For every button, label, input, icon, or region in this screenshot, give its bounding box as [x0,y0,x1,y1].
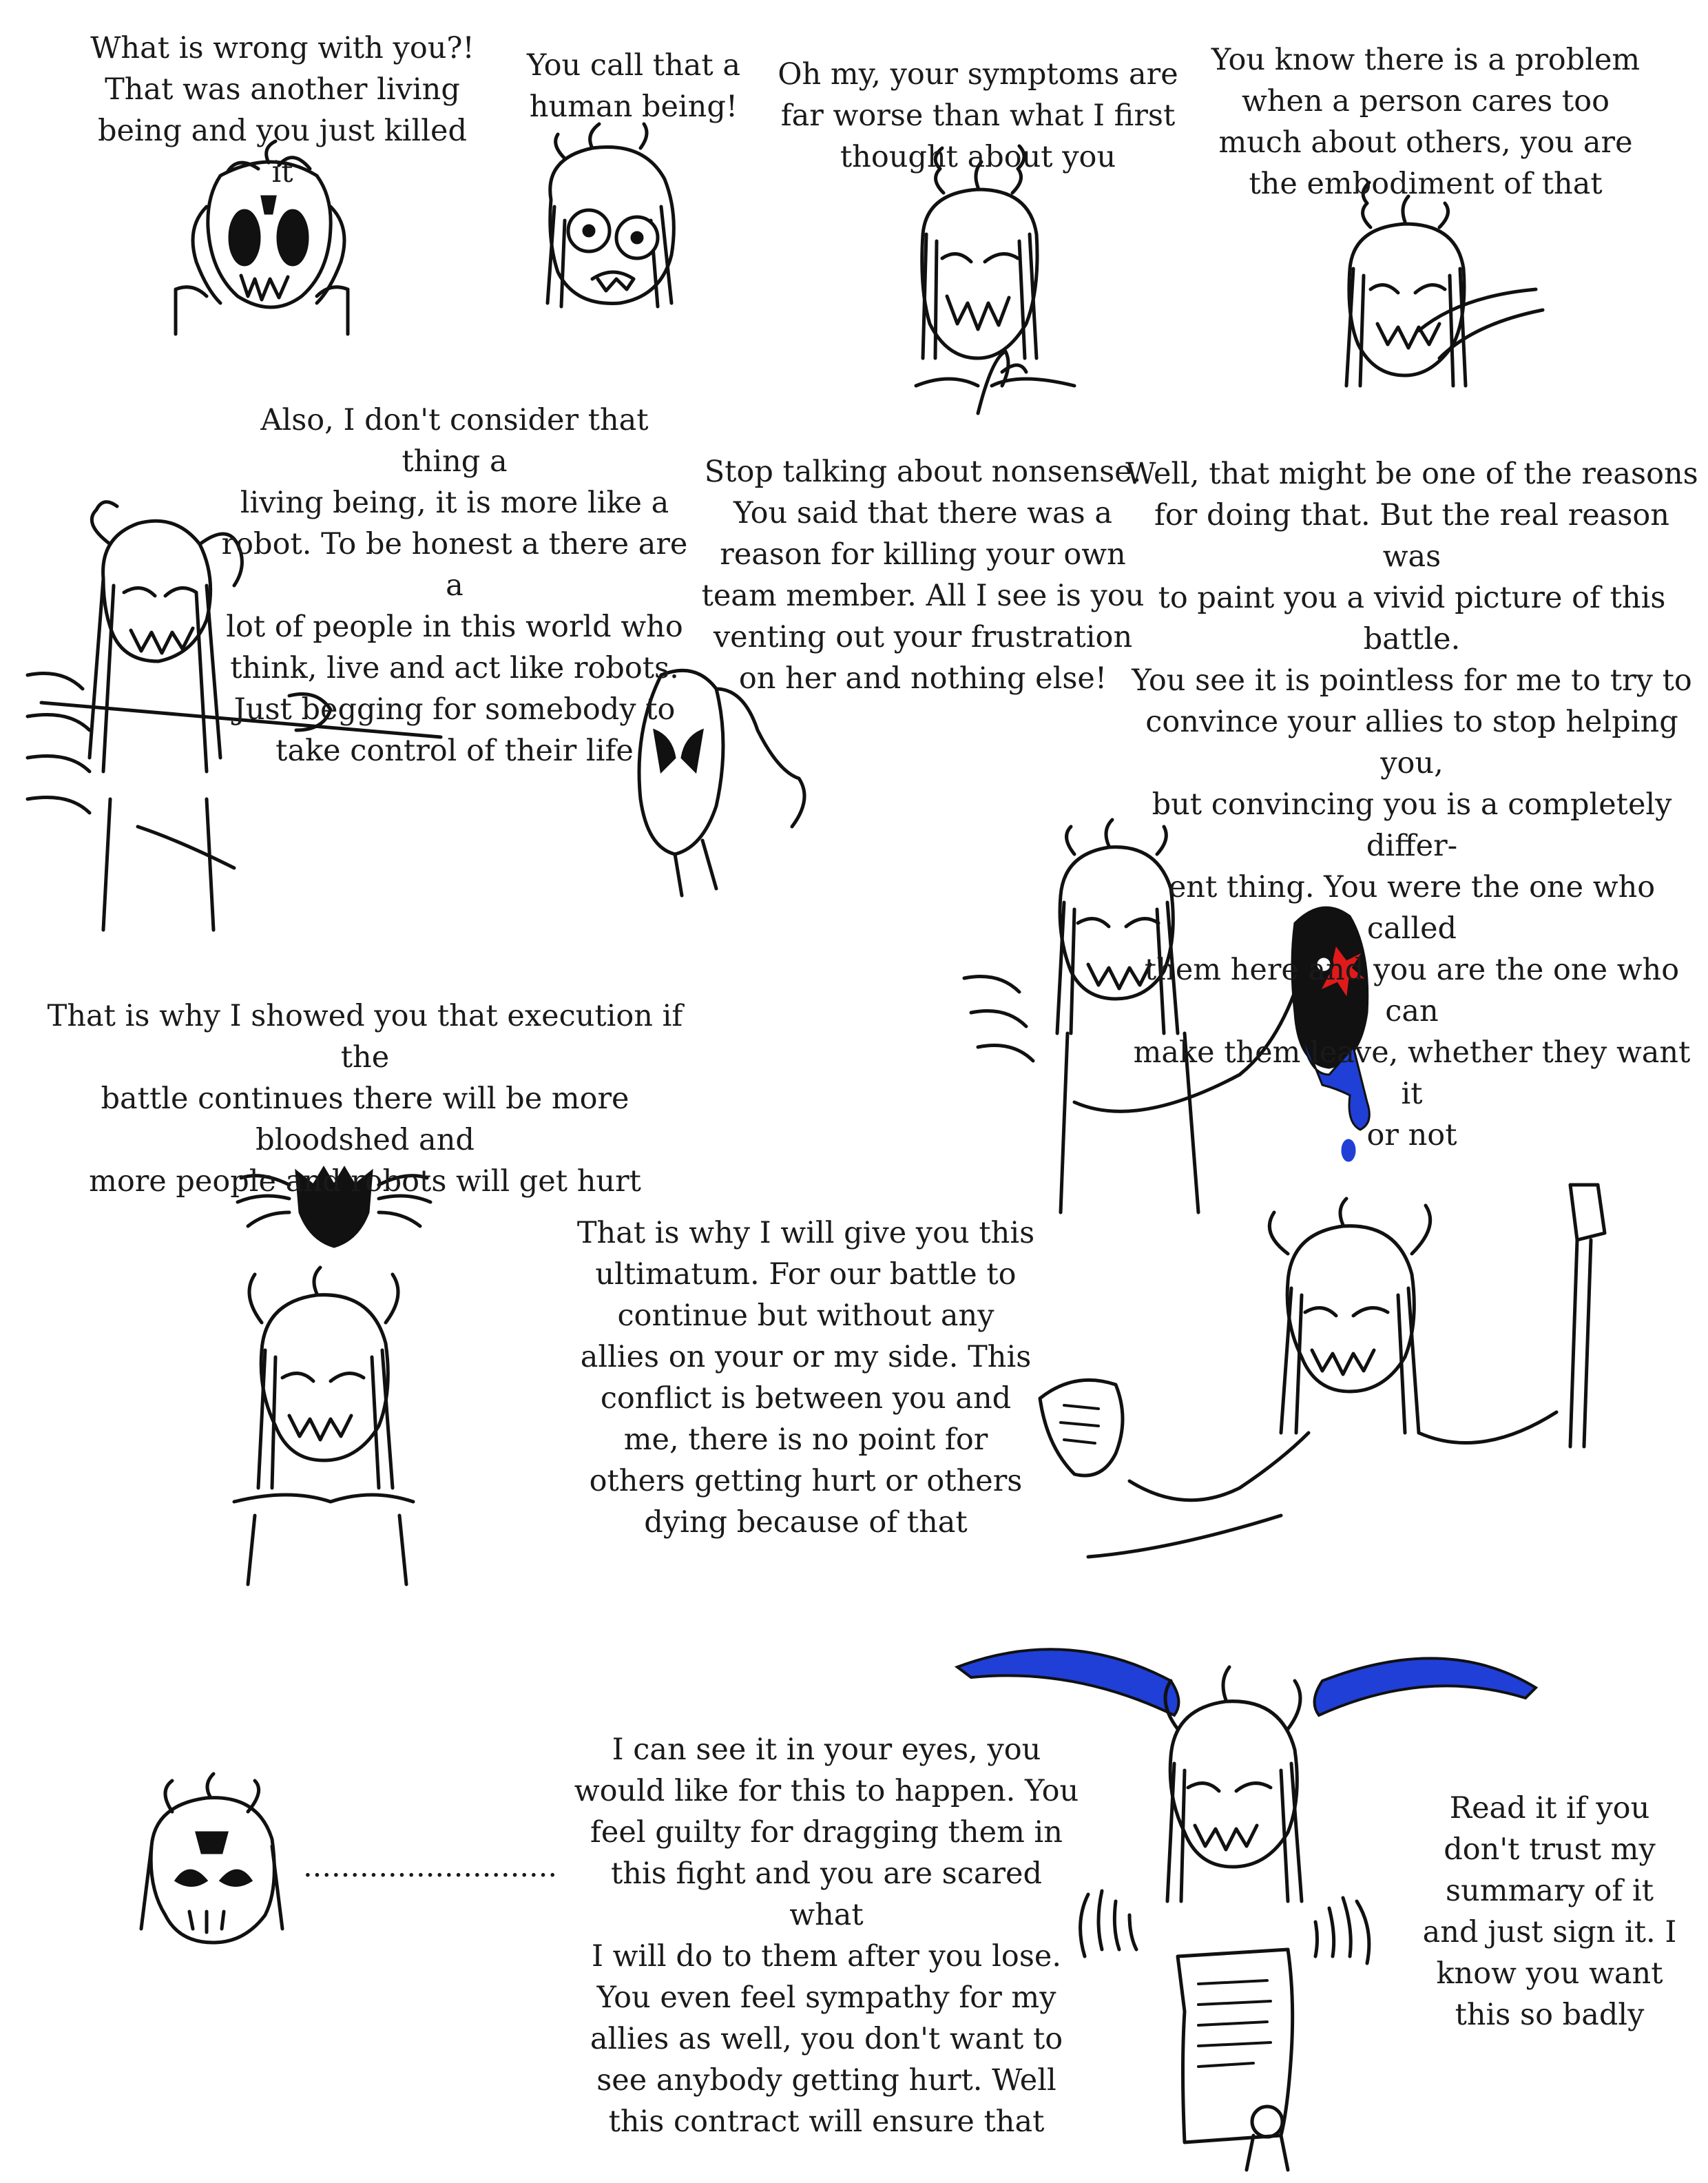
villain-scroll-axe-drawing [1040,1185,1605,1557]
caption-human-being: You call that a human being! [527,48,740,124]
caption-stop-talking: Stop talking about nonsense. You said that there was a reason for killing your own team member. All I see is you venting out your frustration on her and nothing else! [701,455,1145,696]
villain-smirking-drawing [1346,183,1543,386]
villain-smiling-drawing [234,1268,413,1584]
caption-real-reason: Well, that might be one of the reasons for doing that. But the real reason was to paint you a vivid picture of this battle. You see it is pointless for me to try to convince your allies to stop helping you, but convincing you is a completely differ- ent thing. You were the one who called them here and you are the one who can make them leave, whether they want it or not [1125,457,1698,1152]
caption-execution: That is why I showed you that execution if the battle continues there will be more bloodshed and more people and robots will get hurt [47,999,683,1199]
caption-silence-dots: ........................... [303,1850,558,1884]
hero-surprised-drawing [548,124,674,307]
hero-silent-drawing [141,1774,282,1943]
caption-read-and-sign: Read it if you don't trust my summary of it and just sign it. I know you want this so badly [1422,1791,1677,2032]
caption-cares-too-much: You know there is a problem when a person cares too much about others, you are the embodiment of that [1211,43,1641,201]
caption-not-living-being: Also, I don't consider that thing a living being, it is more like a robot. To be honest a there are a lot of people in this world who think, live and act like robots. Just begging for somebody to take control of their life [221,403,688,768]
villain-laughing-drawing [916,146,1074,413]
caption-symptoms: Oh my, your symptoms are far worse than what I first thought about you [778,57,1178,174]
caption-ultimatum: That is why I will give you this ultimatum. For our battle to continue but without any allies on your or my side. This conflict is between you and me, there is no point for others getting hurt or others dying because of that [576,1216,1035,1540]
caption-what-is-wrong: What is wrong with you?! That was another living being and you just killed it [90,31,475,189]
caption-contract: I can see it in your eyes, you would like for this to happen. You feel guilty for dragging them in this fight and you are scared what I will do to them after you lose. You even feel sympathy for my allies as well, you don't want to see anybody getting hurt. Well this contract will ensure that [574,1732,1079,2139]
